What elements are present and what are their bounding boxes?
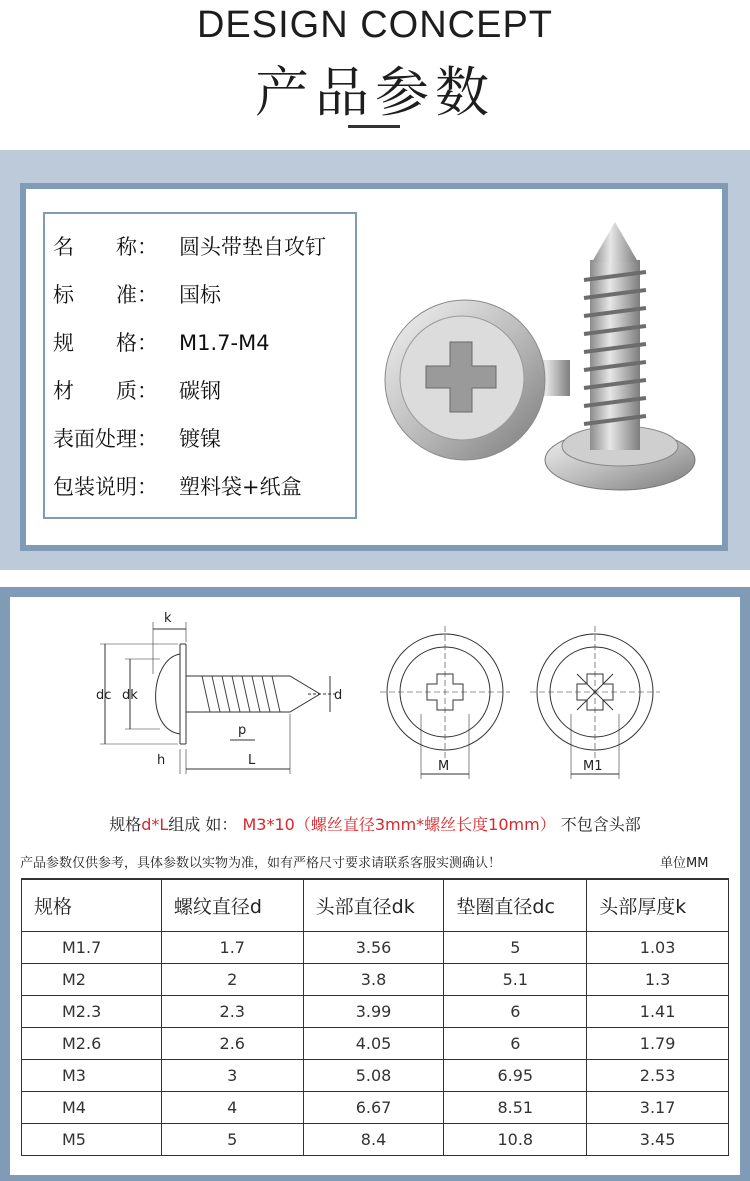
technical-drawing: [80, 604, 700, 784]
table-row: [22, 995, 729, 1027]
label-h: h: [157, 753, 166, 768]
table-cell: M2.6: [22, 1027, 162, 1059]
table-cell: 5: [161, 1123, 303, 1155]
spec-format-note: [0, 812, 750, 835]
table-cell: 4.05: [303, 1027, 444, 1059]
disclaimer-text: 产品参数仅供参考，具体参数以实物为准，如有严格尺寸要求请联系客服实测确认！: [20, 856, 502, 871]
table-cell: 8.4: [303, 1123, 444, 1155]
table-cell: 6: [444, 1027, 587, 1059]
table-cell: 3.45: [587, 1123, 729, 1155]
title-underline: [348, 125, 400, 128]
table-cell: 10.8: [444, 1123, 587, 1155]
table-cell: 1.79: [587, 1027, 729, 1059]
title-english: DESIGN CONCEPT: [196, 4, 554, 46]
table-cell: 2.53: [587, 1059, 729, 1091]
unit-label: 单位MM: [660, 856, 709, 871]
spec-label: 标 准：: [53, 283, 158, 307]
spec-label: 材 质：: [53, 379, 158, 403]
table-cell: M1.7: [22, 931, 162, 963]
spec-value: 国标: [179, 283, 221, 307]
table-cell: 5.08: [303, 1059, 444, 1091]
page-header: [0, 0, 750, 150]
table-header-cell: 头部厚度k: [587, 879, 729, 931]
table-cell: 8.51: [444, 1091, 587, 1123]
spec-row-standard: [53, 279, 221, 309]
table-cell: 2: [161, 963, 303, 995]
table-cell: 3.8: [303, 963, 444, 995]
screw-standing: [545, 222, 695, 490]
table-cell: 5.1: [444, 963, 587, 995]
table-cell: 1.7: [161, 931, 303, 963]
spec-value: M1.7-M4: [179, 331, 270, 355]
spec-row-finish: [53, 423, 221, 453]
spec-row-packaging: [53, 471, 302, 501]
table-header-cell: 垫圈直径dc: [444, 879, 587, 931]
note-highlight: d*L: [141, 815, 169, 834]
table-row: [22, 1091, 729, 1123]
label-p: p: [238, 723, 247, 738]
spec-row-name: [53, 231, 326, 261]
spec-label: 包装说明：: [53, 475, 158, 499]
table-header-cell: 规格: [22, 879, 162, 931]
table-cell: 4: [161, 1091, 303, 1123]
label-L: L: [248, 753, 256, 768]
label-dk: dk: [122, 688, 138, 703]
note-text: 组成 如：: [168, 815, 238, 834]
table-cell: M2: [22, 963, 162, 995]
head-view-pozi: [530, 626, 660, 779]
table-cell: 1.41: [587, 995, 729, 1027]
table-row: [22, 963, 729, 995]
table-header-row: [22, 879, 729, 931]
spec-value: 塑料袋+纸盒: [179, 475, 302, 499]
spec-value: 镀镍: [179, 427, 221, 451]
table-cell: 5: [444, 931, 587, 963]
parameter-table: [21, 878, 729, 1156]
table-cell: 1.03: [587, 931, 729, 963]
table-row: [22, 1123, 729, 1155]
title-chinese: 产品参数: [255, 61, 495, 124]
spec-value: 圆头带垫自攻钉: [179, 235, 326, 259]
table-cell: 2.6: [161, 1027, 303, 1059]
table-cell: 3.99: [303, 995, 444, 1027]
spec-list-box: [43, 212, 357, 519]
table-cell: 6: [444, 995, 587, 1027]
table-row: [22, 1059, 729, 1091]
table-cell: 2.3: [161, 995, 303, 1027]
note-text: 规格: [109, 815, 142, 834]
table-cell: M4: [22, 1091, 162, 1123]
spec-label: 名 称：: [53, 235, 158, 259]
screw-product-photo: [380, 210, 710, 510]
table-cell: 3.56: [303, 931, 444, 963]
table-row: [22, 1027, 729, 1059]
table-cell: M3: [22, 1059, 162, 1091]
spec-label: 表面处理：: [53, 427, 158, 451]
table-row: [22, 931, 729, 963]
spec-value: 碳钢: [179, 379, 221, 403]
spec-row-size: [53, 327, 270, 357]
table-header-cell: 头部直径dk: [303, 879, 444, 931]
table-header-cell: 螺纹直径d: [161, 879, 303, 931]
spec-row-material: [53, 375, 221, 405]
table-cell: 1.3: [587, 963, 729, 995]
head-view-phillips: [380, 626, 510, 779]
table-cell: 6.95: [444, 1059, 587, 1091]
label-M: M: [438, 759, 450, 774]
table-cell: M2.3: [22, 995, 162, 1027]
table-cell: 3.17: [587, 1091, 729, 1123]
note-text: 不包含头部: [560, 815, 641, 834]
spec-label: 规 格：: [53, 331, 158, 355]
table-cell: 6.67: [303, 1091, 444, 1123]
screw-head-front: [385, 300, 570, 460]
table-cell: M5: [22, 1123, 162, 1155]
label-M1: M1: [583, 759, 603, 774]
label-k: k: [164, 611, 172, 626]
label-d: d: [334, 688, 343, 703]
table-cell: 3: [161, 1059, 303, 1091]
note-example: M3*10（螺丝直径3mm*螺丝长度10mm）: [242, 815, 556, 834]
label-dc: dc: [96, 688, 112, 703]
